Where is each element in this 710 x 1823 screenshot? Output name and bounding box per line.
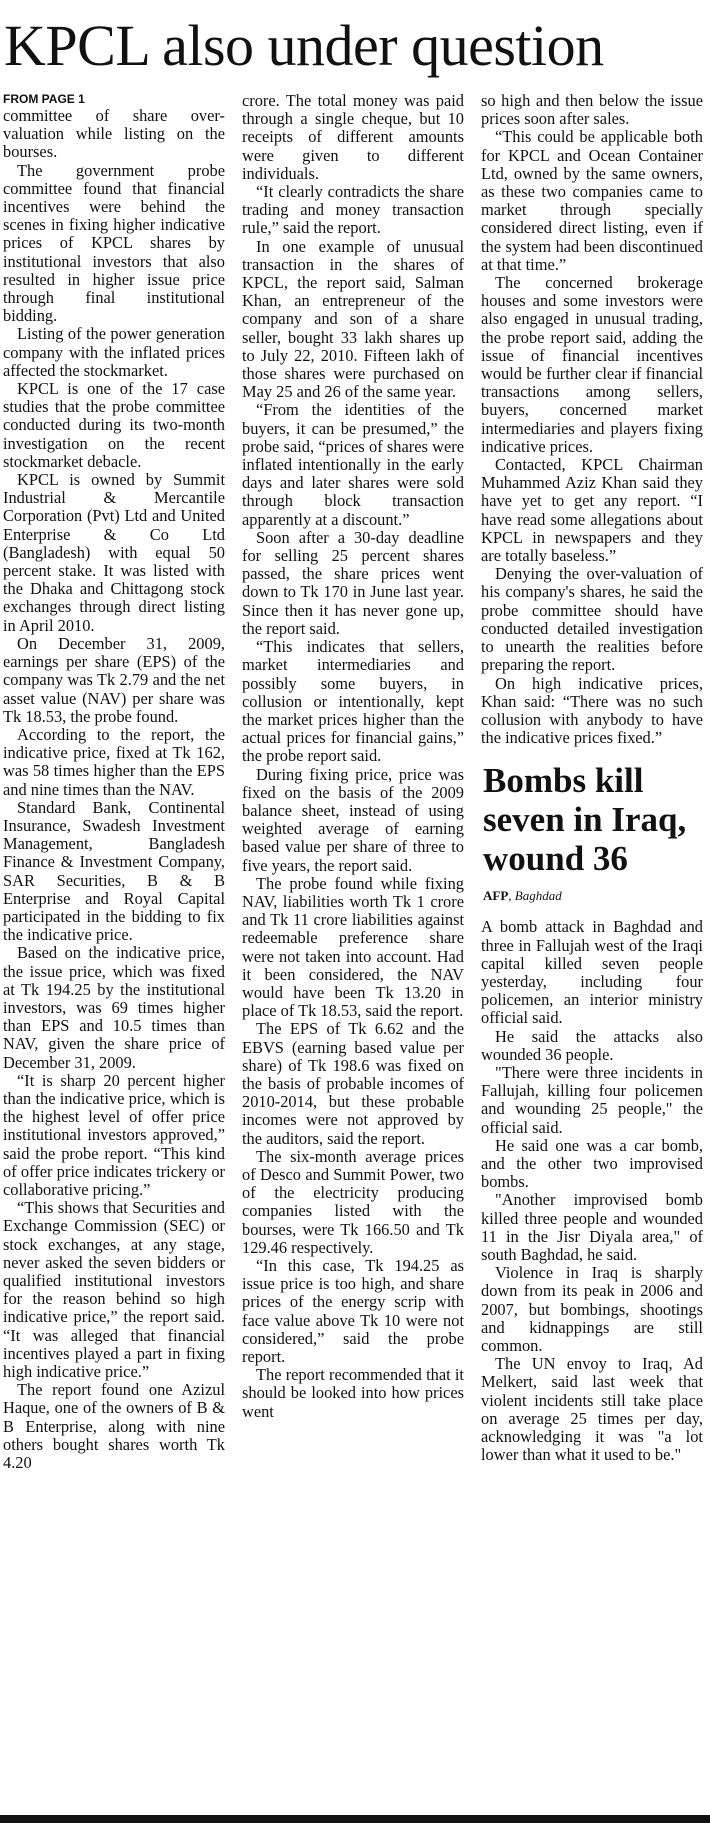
paragraph: In one example of unusual transaction in the shares of KPCL, the report said, Salman Khan, an entrepreneur of the company and son of a share seller, bought 33 lakh shares up to July 22, 2010. Fifteen lakh of those shares were purchased on May 25 and 26 of the same year. [242, 236, 464, 402]
paragraph: The probe found while fixing NAV, liabilities worth Tk 1 crore and Tk 11 crore liabilities against redeemable preference share were not taken into account. Had it been considered, the NAV would have been Tk 13.20 in place of Tk 18.53, said the report. [242, 873, 464, 1021]
paragraph: He said the attacks also wounded 36 people. [481, 1026, 703, 1064]
paragraph: “This could be applicable both for KPCL and Ocean Container Ltd, owned by the same owners, as these two companies came to market through specially considered direct listing, even if the system had been discontinued at that time.” [481, 127, 703, 274]
paragraph: During fixing price, price was fixed on the basis of the 2009 balance sheet, instead of using weighted average of earning based value per share of three to five years, the report said. [242, 764, 464, 875]
paragraph: Contacted, KPCL Chairman Muhammed Aziz Khan said they have yet to get any report. “I have read some allegations about KPCL in newspapers and they are totally baseless.” [481, 455, 703, 566]
paragraph: "There were three incidents in Fallujah, killing four policemen and wounding 25 people," the official said. [481, 1062, 703, 1137]
paragraph: so high and then below the issue prices soon after sales. [481, 92, 703, 129]
paragraph: On high indicative prices, Khan said: “There was no such collusion with anybody to have the indicative prices fixed.” [481, 673, 703, 748]
page-bottom-rule [0, 1815, 710, 1823]
paragraph: Based on the indicative price, the issue price, which was fixed at Tk 194.25 by the institutional investors, was 69 times higher than EPS and 10.5 times than NAV, given the share price of December 31, 2009. [3, 943, 225, 1072]
paragraph: “From the identities of the buyers, it can be presumed,” the probe said, “prices of shares were inflated intentionally in the early days and later shares were sold through block transaction apparently at a discount.” [242, 400, 464, 529]
paragraph: According to the report, the indicative price, fixed at Tk 162, was 58 times higher than the EPS and nine times than the NAV. [3, 724, 225, 799]
paragraph: The government probe committee found that financial incentives were behind the scenes in fixing higher indicative prices of KPCL shares by institutional investors that also resulted in higher issue price through final institutional bidding. [3, 160, 225, 326]
paragraph: KPCL is owned by Summit Industrial & Mercantile Corporation (Pvt) Ltd and United Enterprise & Co Ltd (Bangladesh) with equal 50 percent stake. It was listed with the Dhaka and Chittagong stock exchanges through direct listing in April 2010. [3, 470, 225, 635]
article-column-3 [481, 92, 703, 1812]
article-column-2 [242, 92, 464, 1812]
paragraph: The concerned brokerage houses and some investors were also engaged in unusual trading, the probe report said, adding the issue of financial incentives would be further clear if financial transactions among sellers, buyers, concerned market intermediaries and players fixing indicative prices. [481, 273, 703, 456]
paragraph: The EPS of Tk 6.62 and the EBVS (earning based value per share) of Tk 198.6 was fixed on the basis of probable incomes of 2010-2014, but these probable incomes were not approved by the auditors, said the report. [242, 1019, 464, 1148]
paragraph: “This shows that Securities and Exchange Commission (SEC) or stock exchanges, at any stage, never asked the seven bidders or qualified institutional investors for the reason behind so high indicative price,” the report said. “It was alleged that financial incentives played a part in fixing high indicative price.” [3, 1198, 225, 1382]
paragraph: Soon after a 30-day deadline for selling 25 percent shares passed, the share prices went down to Tk 170 in June last year. Since then it has never gone up, the report said. [242, 527, 464, 638]
paragraph: “This indicates that sellers, market intermediaries and possibly some buyers, in collusion or intentionally, kept the market prices higher than the actual prices for financial gains,” the probe report said. [242, 637, 464, 766]
paragraph: "Another improvised bomb killed three people and wounded 11 in the Jisr Diyala area," of south Baghdad, he said. [481, 1190, 703, 1264]
paragraph: He said one was a car bomb, and the other two improvised bombs. [481, 1135, 703, 1192]
paragraph: The report found one Azizul Haque, one of the owners of B & B Enterprise, along with nine others bought shares worth Tk 4.20 [3, 1380, 225, 1473]
paragraph: “It clearly contradicts the share trading and money transaction rule,” said the report. [242, 182, 464, 238]
paragraph: The six-month average prices of Desco and Summit Power, two of the electricity producing companies listed with the bourses, were Tk 166.50 and Tk 129.46 respectively. [242, 1146, 464, 1257]
paragraph: Violence in Iraq is sharply down from its peak in 2006 and 2007, but bombings, shootings and kidnappings are still common. [481, 1263, 703, 1355]
agency-name: AFP [483, 888, 509, 904]
paragraph: “It is sharp 20 percent higher than the indicative price, which is the highest level of offer price institutional investors approved,” said the probe report. “This kind of offer price indicates trickery or collaborative pricing.” [3, 1070, 225, 1199]
paragraph: Denying the over-valuation of his company's shares, he said the probe committee should have conducted detailed investigation to unearth the realities before preparing the report. [481, 564, 703, 675]
paragraph: On December 31, 2009, earnings per share (EPS) of the company was Tk 2.79 and the net asset value (NAV) per share was Tk 18.53, the probe found. [3, 633, 225, 726]
paragraph: crore. The total money was paid through a single cheque, but 10 receipts of different amounts were given to different individuals. [242, 92, 464, 183]
paragraph: The report recommended that it should be looked into how prices went [242, 1365, 464, 1421]
article-column-1 [3, 92, 225, 1812]
from-page-kicker: FROM PAGE 1 [3, 92, 85, 106]
paragraph: committee of share over-valuation while listing on the bourses. [3, 106, 225, 162]
iraq-article-headline: Bombs kill seven in Iraq, wound 36 [483, 761, 687, 879]
paragraph: Standard Bank, Continental Insurance, Swadesh Investment Management, Bangladesh Finance & Investment Company, SAR Securities, B & B Enterprise and Royal Capital participated in the bidding to fix the indicative price. [3, 797, 225, 945]
iraq-article-byline: AFP, Baghdad [483, 888, 562, 904]
paragraph: Listing of the power generation company with the inflated prices affected the stockmarket. [3, 324, 225, 380]
dateline: Baghdad [514, 888, 562, 904]
paragraph: “In this case, Tk 194.25 as issue price is too high, and share prices of the energy scrip with face value above Tk 10 were not considered,” said the probe report. [242, 1256, 464, 1367]
headline: KPCL also under question [4, 13, 604, 78]
paragraph: KPCL is one of the 17 case studies that the probe committee conducted during its two-month investigation on the recent stockmarket debacle. [3, 379, 225, 471]
paragraph: The UN envoy to Iraq, Ad Melkert, said last week that violent incidents still take place on average 25 times per day, acknowledging it was "a lot lower than what it used to be." [481, 1354, 703, 1465]
paragraph: A bomb attack in Baghdad and three in Fallujah west of the Iraqi capital killed seven people yesterday, including four policemen, an interior ministry official said. [481, 917, 703, 1028]
